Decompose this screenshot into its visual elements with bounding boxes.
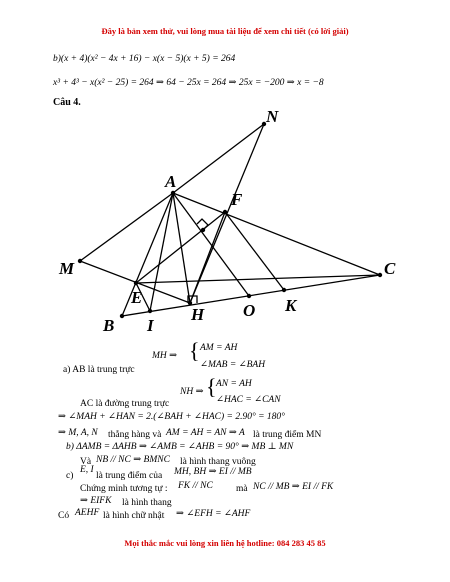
figure-lines (80, 124, 380, 316)
label-h: H (191, 305, 205, 324)
a-mh-line1: AM = AH (200, 343, 238, 353)
a-collinear-math2: AM = AH = AN ⇒ A (166, 428, 245, 438)
b-va: Và (80, 457, 92, 467)
b-end: là hình thang vuông (180, 457, 256, 467)
c-nc-mb: NC // MB ⇒ EI // FK (253, 482, 334, 492)
c-midpoints: E, I (80, 465, 94, 475)
a-angle-sum: ⇒ ∠MAH + ∠HAN = 2.(∠BAH + ∠HAC) = 2.90° = 180° (58, 412, 285, 422)
equation-b: b)(x + 4)(x² − 4x + 16) − x(x − 5)(x + 5) = 264 (53, 54, 236, 64)
a-nh-line1: AN = AH (216, 379, 252, 389)
a-label: a) AB là trung trực (63, 365, 135, 375)
label-i: I (147, 316, 154, 335)
a-nh-brace: { (206, 374, 217, 399)
a-ac-text: AC là đường trung trực (80, 399, 170, 409)
c-similar: Chứng minh tương tự : (80, 484, 168, 494)
a-nh-prefix: NH ⇒ (180, 387, 204, 397)
c-ei-mb: MH, BH ⇒ EI // MB (174, 467, 252, 477)
c-eifk: ⇒ EIFK (80, 496, 112, 506)
b-parallel: NB // NC ⇒ BMNC (96, 455, 170, 465)
label-b: B (103, 316, 115, 335)
c-co: Có (58, 511, 70, 521)
preview-banner: Đây là bản xem thử, vui lòng mua tài liệu để xem chi tiết (có lời giải) (101, 26, 349, 36)
label-f: F (231, 190, 243, 209)
a-collinear-text: thẳng hàng và (108, 430, 162, 440)
c-text: là trung điểm của (96, 471, 163, 481)
a-nh-line2: ∠HAC = ∠CAN (216, 395, 281, 405)
c-aehf-text: là hình chữ nhật (103, 511, 165, 521)
equation-b-result: x³ + 4³ − x(x² − 25) = 264 ⇒ 64 − 25x = 264 ⇒ 25x = −200 ⇒ x = −8 (53, 78, 324, 88)
label-c: C (384, 259, 396, 278)
a-collinear-math: ⇒ M, A, N (58, 428, 98, 438)
c-aehf-end: ⇒ ∠EFH = ∠AHF (176, 509, 251, 519)
figure-points (78, 122, 382, 318)
label-a: A (165, 172, 177, 191)
hotline-banner: Mọi thắc mắc vui lòng xin liên hệ hotline: 084 283 45 85 (124, 538, 326, 548)
a-mh-line2: ∠MAB = ∠BAH (200, 360, 266, 370)
c-aehf: AEHF (75, 508, 100, 518)
c-fk-nc: FK // NC (178, 481, 213, 491)
label-k: K (285, 296, 297, 315)
c-ma: mà (236, 484, 248, 494)
b-triangles: b) ΔAMB = ΔAHB ⇒ ∠AMB = ∠AHB = 90° ⇒ MB ⊥ MN (66, 442, 294, 452)
label-o: O (243, 301, 256, 320)
a-mh-prefix: MH ⇒ (152, 351, 178, 361)
label-n: N (266, 107, 279, 126)
c-eifk-text: là hình thang (122, 498, 172, 508)
label-m: M (59, 259, 75, 278)
a-collinear-end: là trung điểm MN (253, 430, 322, 440)
a-mh-brace: { (189, 338, 200, 363)
c-label: c) (66, 471, 74, 481)
label-e: E (131, 288, 143, 307)
question-4-label: Câu 4. (53, 97, 81, 108)
